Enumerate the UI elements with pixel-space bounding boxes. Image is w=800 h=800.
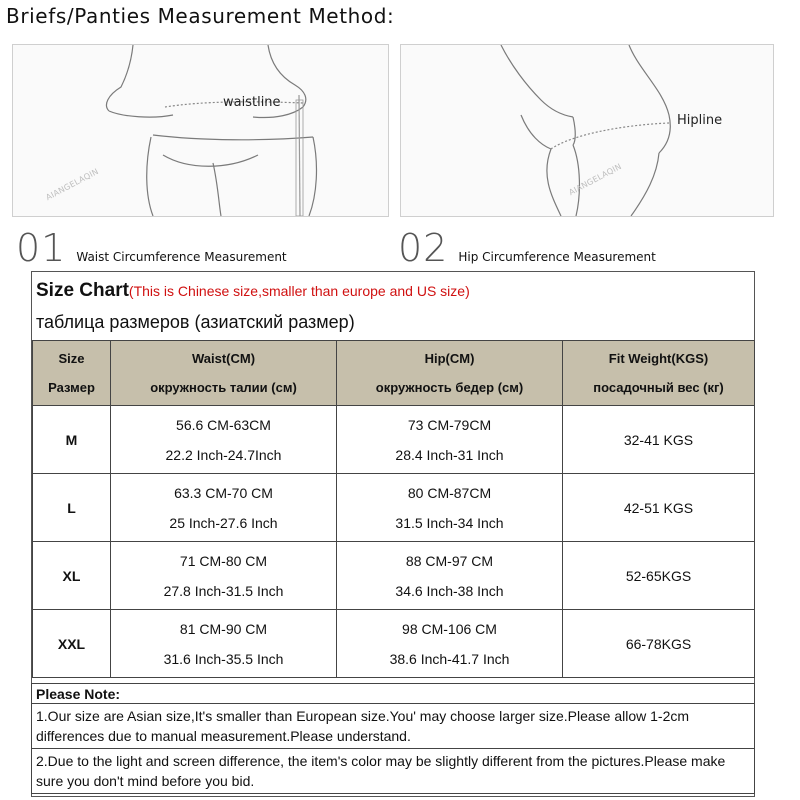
table-row	[33, 474, 755, 542]
step-waist	[16, 226, 287, 270]
size-cell: XXL	[33, 610, 111, 678]
watermark-text: AIANGELAQIN	[44, 166, 101, 203]
header-hip: Hip(CM) окружность бедер (см)	[337, 341, 563, 406]
hip-sketch-illustration	[401, 45, 773, 216]
waistline-label: waistline	[223, 95, 281, 110]
step-label: Waist Circumference Measurement	[76, 250, 287, 264]
header-waist: Waist(CM) окружность талии (см)	[111, 341, 337, 406]
step-number: 02	[398, 226, 449, 270]
weight-cell: 42-51 KGS	[563, 474, 755, 542]
waist-cell: 56.6 CM-63CM 22.2 Inch-24.7Inch	[111, 406, 337, 474]
size-table	[32, 340, 755, 678]
page-title: Briefs/Panties Measurement Method:	[6, 4, 395, 28]
hipline-label: Hipline	[677, 113, 723, 128]
size-cell: M	[33, 406, 111, 474]
weight-cell: 52-65KGS	[563, 542, 755, 610]
hip-cell: 98 CM-106 CM 38.6 Inch-41.7 Inch	[337, 610, 563, 678]
size-chart-russian-title: таблица размеров (азиатский размер)	[36, 312, 355, 332]
please-note-box	[31, 683, 755, 794]
waist-measurement-photo	[12, 44, 389, 217]
hip-cell: 73 CM-79CM 28.4 Inch-31 Inch	[337, 406, 563, 474]
weight-cell: 66-78KGS	[563, 610, 755, 678]
waist-cell: 71 CM-80 CM 27.8 Inch-31.5 Inch	[111, 542, 337, 610]
waist-cell: 81 CM-90 CM 31.6 Inch-35.5 Inch	[111, 610, 337, 678]
watermark-text: AIANGELAQIN	[567, 161, 624, 198]
table-header-row	[33, 341, 755, 406]
size-chart-subtitle: (This is Chinese size,smaller than europe and US size)	[128, 283, 470, 299]
table-row	[33, 406, 755, 474]
step-hip	[398, 226, 656, 270]
hip-cell: 88 CM-97 CM 34.6 Inch-38 Inch	[337, 542, 563, 610]
hip-measurement-photo	[400, 44, 774, 217]
hip-cell: 80 CM-87CM 31.5 Inch-34 Inch	[337, 474, 563, 542]
waist-cell: 63.3 CM-70 CM 25 Inch-27.6 Inch	[111, 474, 337, 542]
step-label: Hip Circumference Measurement	[458, 250, 656, 264]
table-row	[33, 610, 755, 678]
step-number: 01	[16, 226, 67, 270]
note-item: 2.Due to the light and screen difference, the item's color may be slightly different from the pictures.Please make sure you don't mind before you bid.	[36, 753, 726, 789]
note-item: 1.Our size are Asian size,It's smaller than European size.You' may choose larger size.Please allow 1-2cm differences due to manual measurement.Please understand.	[32, 704, 754, 749]
size-cell: L	[33, 474, 111, 542]
size-chart-title: Size Chart	[36, 280, 129, 301]
table-row	[33, 542, 755, 610]
header-weight: Fit Weight(KGS) посадочный вес (кг)	[563, 341, 755, 406]
header-size: Size Размер	[33, 341, 111, 406]
weight-cell: 32-41 KGS	[563, 406, 755, 474]
size-cell: XL	[33, 542, 111, 610]
size-chart-heading	[36, 280, 470, 302]
note-title: Please Note:	[32, 684, 754, 704]
